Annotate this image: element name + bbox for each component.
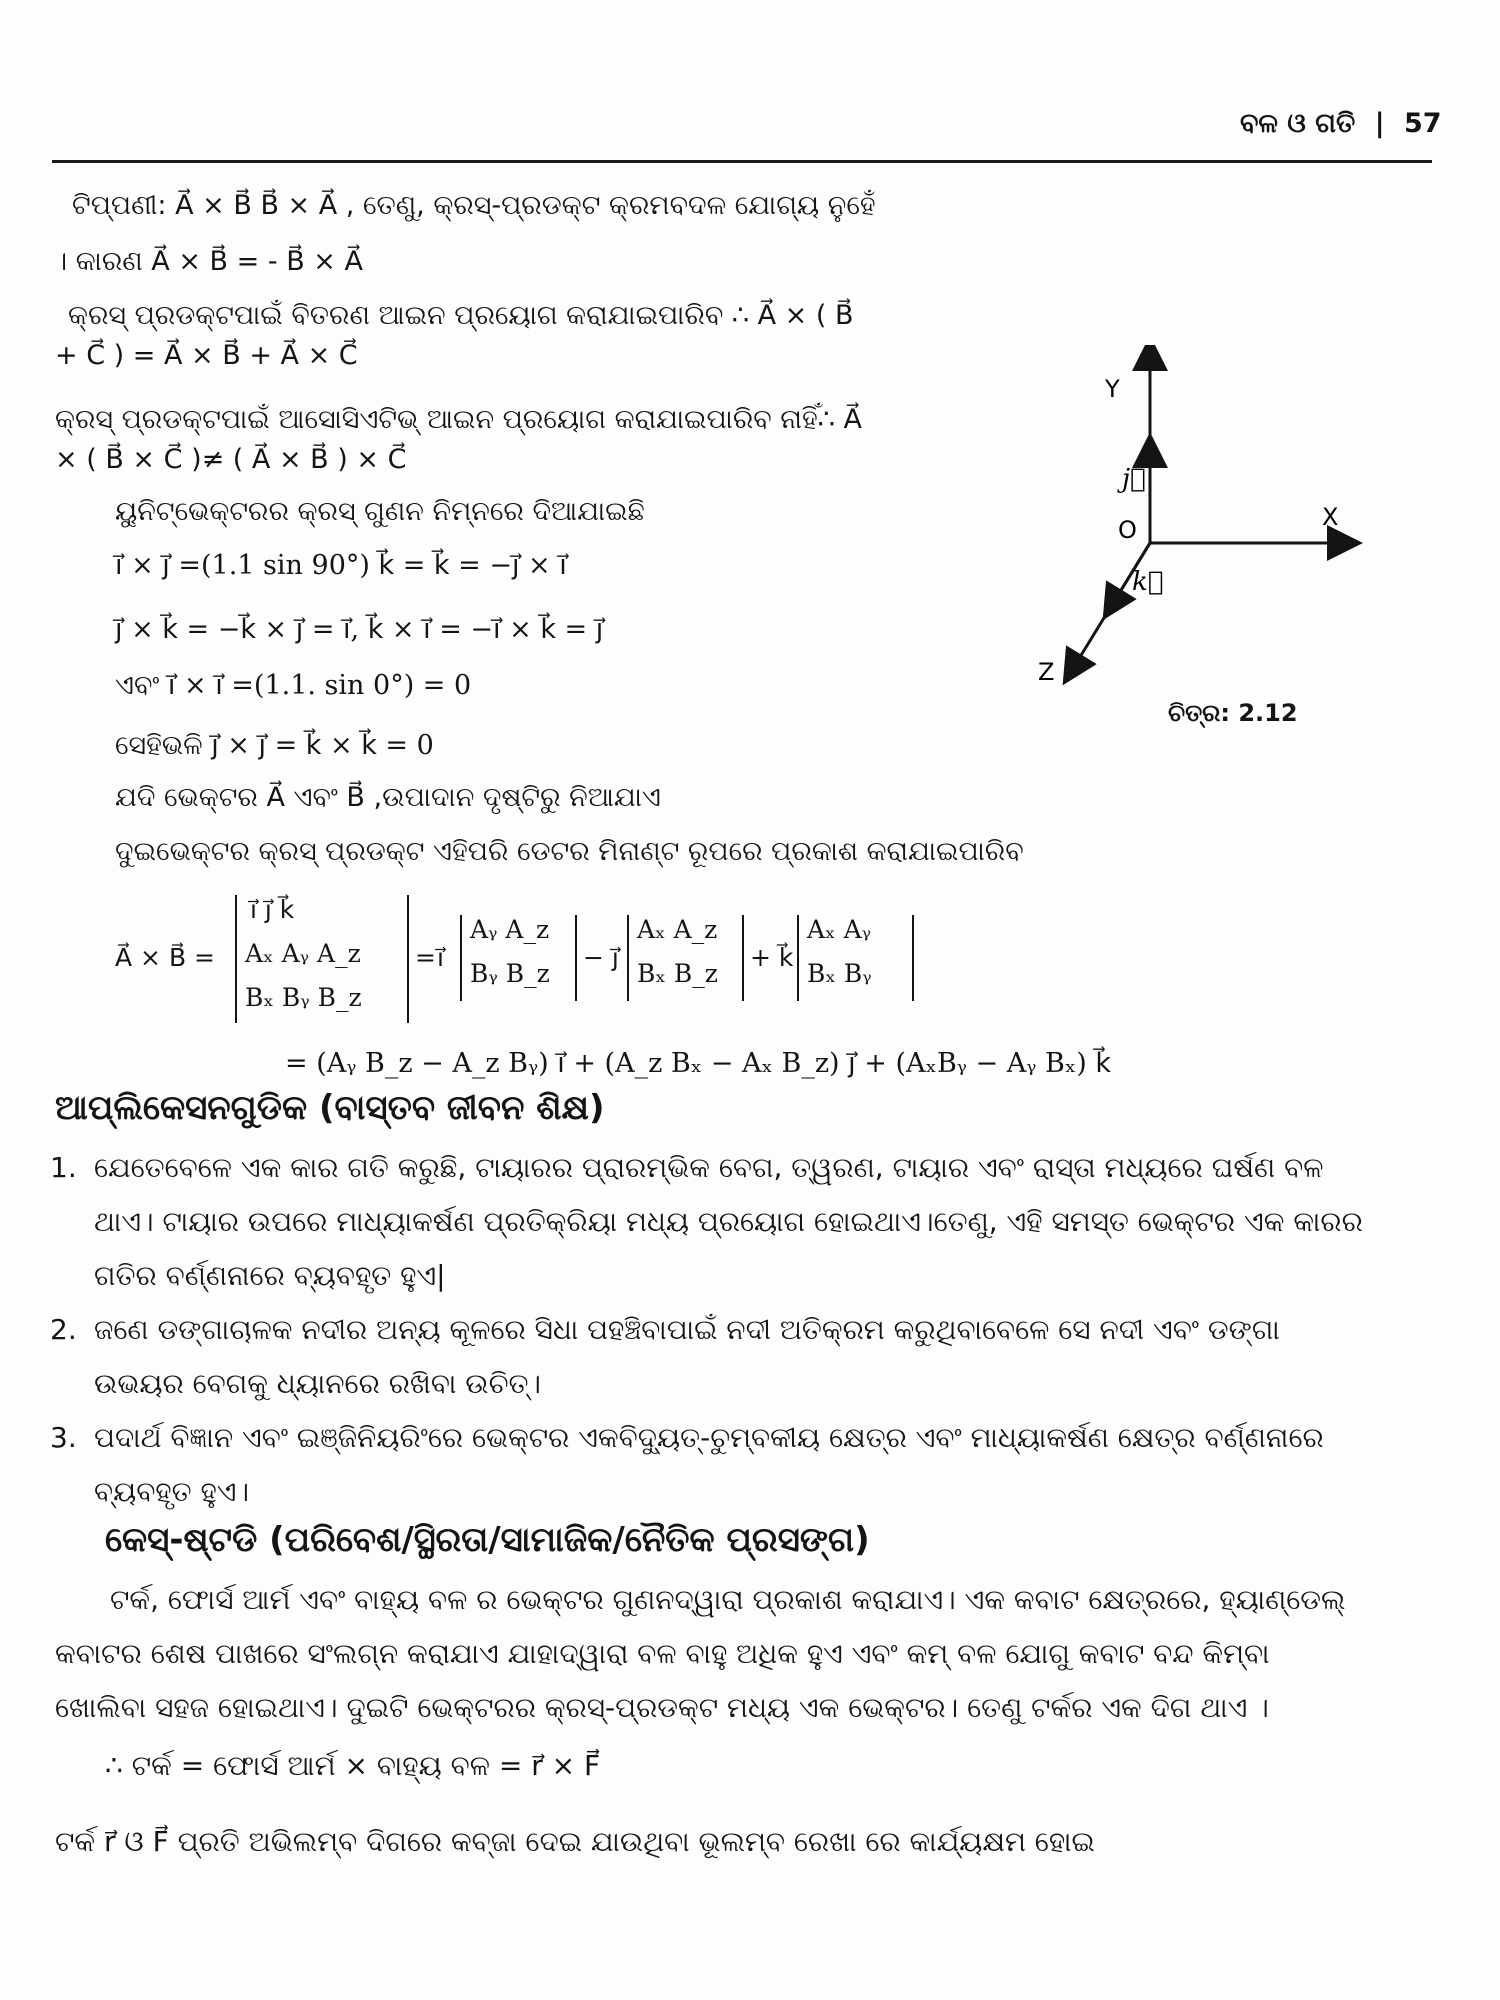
list-text: ଗତିର ବର୍ଣ୍ଣନାରେ ବ୍ୟବହୃତ ହୁଏ|	[94, 1259, 446, 1292]
list-text: ପଦାର୍ଥ ବିଜ୍ଞାନ ଏବଂ ଇଞ୍ଜିନିୟରିଂରେ ଭେକ୍ଟର ଏକବିଦ୍ୟୁତ୍-ଚୁମ୍ବକୀୟ କ୍ଷେତ୍ର ଏବଂ ମାଧ୍ୟାକର୍ଷଣ କ୍ଷେତ୍ର ବର୍ଣ୍ଣନାରେ	[94, 1421, 1324, 1454]
det-eq: =	[415, 943, 436, 972]
det-bar	[235, 895, 237, 1023]
list-item	[50, 1148, 1323, 1188]
origin-label: O	[1118, 516, 1137, 544]
case-study-line: ଟର୍କ r⃗ ଓ F⃗ ପ୍ରତି ଅଭିଲମ୍ବ ଦିଗରେ କବ୍ଜା ଦେଇ ଯାଉଥିବା ଭୂଲମ୍ବ ରେଖା ରେ କାର୍ଯ୍ୟକ୍ଷମ ହୋଇ	[55, 1825, 1095, 1858]
det-term-k: + k⃗	[750, 943, 794, 972]
list-number: 1.	[50, 1151, 77, 1184]
case-study-line: ଟର୍କ, ଫୋର୍ସ ଆର୍ମ ଏବଂ ବାହ୍ୟ ବଳ ର ଭେକ୍ଟର ଗୁଣନଦ୍ୱାରା ପ୍ରକାଶ କରାଯାଏ। ଏକ କବାଟ କ୍ଷେତ୍ରରେ, ହ୍ୟାଣ୍ଡେଲ୍	[110, 1583, 1346, 1616]
det-bar	[627, 915, 629, 1001]
component-line: ଯଦି ଭେକ୍ଟର A⃗ ଏବଂ B⃗ ,ଉପାଦାନ ଦୃଷ୍ଟିରୁ ନିଆଯାଏ	[115, 782, 661, 813]
det-row: Bₓ Bᵧ	[807, 959, 872, 988]
applications-heading: ଆପ୍ଲିକେସନଗୁଡିକ (ବାସ୍ତବ ଜୀବନ ଶିକ୍ଷ)	[55, 1088, 605, 1128]
det-row: Bₓ Bᵧ B_z	[245, 983, 362, 1012]
det-lhs: A⃗ × B⃗ =	[115, 943, 215, 972]
list-text: ଉଭୟର ବେଗକୁ ଧ୍ୟାନରେ ରଖିବା ଉଚିତ୍।	[94, 1367, 542, 1400]
note-line: + C⃗ ) = A⃗ × B⃗ + A⃗ × C⃗	[55, 340, 358, 371]
x-label: X	[1322, 503, 1339, 531]
det-bar	[912, 915, 914, 1001]
det-row: Aₓ Aᵧ	[807, 915, 872, 944]
note-line: କ୍ରସ୍ ପ୍ରଡକ୍ଟପାଇଁ ଆସୋସିଏଟିଭ୍ ଆଇନ ପ୍ରୟୋଗ କରାଯାଇପାରିବ ନାହିଁ∴ A⃗	[55, 404, 862, 435]
note-line: । କାରଣ A⃗ × B⃗ = - B⃗ × A⃗	[55, 246, 363, 277]
figure-caption: ଚିତ୍ର: 2.12	[1168, 699, 1298, 727]
det-bar	[575, 915, 577, 1001]
det-bar	[460, 915, 462, 1001]
chapter-title: ବଳ ଓ ଗତି	[1240, 108, 1356, 139]
det-row: Bₓ B_z	[637, 959, 718, 988]
list-text: ଥାଏ। ଟାୟାର ଉପରେ ମାଧ୍ୟାକର୍ଷଣ ପ୍ରତିକ୍ରିୟା ମଧ୍ୟ ପ୍ରୟୋଗ ହୋଇଥାଏ।ତେଣୁ, ଏହି ସମସ୍ତ ଭେକ୍ଟର ଏକ କାରର	[94, 1205, 1363, 1238]
y-label: Y	[1105, 375, 1120, 403]
list-item	[50, 1310, 1280, 1350]
determinant-intro: ଦୁଇଭେକ୍ଟର କ୍ରସ୍ ପ୍ରଡକ୍ଟ ଏହିପରି ଡେଟର ମିନାଣ୍ଟ ରୂପରେ ପ୍ରକାଶ କରାଯାଇପାରିବ	[115, 836, 1024, 867]
case-study-heading: କେସ୍-ଷ୍ଟଡି (ପରିବେଶ/ସ୍ଥିରତା/ସାମାଜିକ/ନୈତିକ ପ୍ରସଙ୍ଗ)	[105, 1520, 870, 1560]
header-rule	[52, 160, 1432, 163]
unit-vector-eq: j⃗ × k⃗ = −k⃗ × j⃗ = i⃗, k⃗ × i⃗ = −i⃗ × k⃗ = j⃗	[115, 614, 604, 645]
list-number: 3.	[50, 1421, 77, 1454]
axes-figure	[1000, 345, 1380, 745]
z-label: Z	[1038, 658, 1055, 686]
list-item	[50, 1418, 1324, 1458]
page-number: 57	[1404, 108, 1442, 139]
header-separator: |	[1374, 108, 1385, 139]
det-row: Aₓ A_z	[637, 915, 718, 944]
j-label: j⃗	[1122, 464, 1146, 494]
det-term-j: − j⃗	[583, 943, 619, 972]
det-row: Aᵧ A_z	[470, 915, 550, 944]
unit-vector-intro: ୟୁନିଟ୍‌ଭେକ୍ଟରର କ୍ରସ୍ ଗୁଣନ ନିମ୍ନରେ ଦିଆଯାଇଛି	[115, 496, 645, 527]
unit-vector-eq: i⃗ × j⃗ =(1.1 sin 90°) k⃗ = k⃗ = −j⃗ × i⃗	[115, 550, 567, 581]
det-row: Aₓ Aᵧ A_z	[245, 939, 361, 968]
det-row: Bᵧ B_z	[470, 959, 550, 988]
case-study-line: କବାଟର ଶେଷ ପାଖରେ ସଂଲଗ୍ନ କରାଯାଏ ଯାହାଦ୍ୱାରା ବଳ ବାହୁ ଅଧିକ ହୁଏ ଏବଂ କମ୍ ବଳ ଯୋଗୁ କବାଟ ବନ୍ଦ କିମ୍ବା	[55, 1637, 1270, 1670]
torque-formula: ∴ ଟର୍କ = ଫୋର୍ସ ଆର୍ମ × ବାହ୍ୟ ବଳ = r⃗ × F⃗	[105, 1749, 601, 1782]
list-number: 2.	[50, 1313, 77, 1346]
determinant-expression	[115, 895, 935, 1030]
det-bar	[742, 915, 744, 1001]
det-bar	[797, 915, 799, 1001]
det-term-i: i⃗	[437, 943, 444, 972]
k-label: k⃗	[1132, 567, 1164, 597]
note-line: କ୍ରସ୍ ପ୍ରଡକ୍ଟପାଇଁ ବିତରଣ ଆଇନ ପ୍ରୟୋଗ କରାଯାଇପାରିବ ∴ A⃗ × ( B⃗	[68, 300, 854, 331]
axes-diagram	[1000, 345, 1380, 745]
unit-vector-eq: ଏବଂ i⃗ × i⃗ =(1.1. sin 0°) = 0	[115, 670, 472, 701]
note-line: ଟିପ୍ପଣୀ: A⃗ × B⃗ B⃗ × A⃗ , ତେଣୁ, କ୍ରସ୍-ପ୍ରଡକ୍ଟ କ୍ରମବଦଳ ଯୋଗ୍ୟ ନୁହେଁ	[72, 190, 876, 221]
list-text: ଯେତେବେଳେ ଏକ କାର ଗତି କରୁଛି, ଟାୟାରର ପ୍ରାରମ୍ଭିକ ବେଗ, ତ୍ୱରଣ, ଟାୟାର ଏବଂ ରାସ୍ତା ମଧ୍ୟରେ ଘର୍ଷଣ ବଳ	[94, 1151, 1324, 1184]
unit-vector-eq: ସେହିଭଳି j⃗ × j⃗ = k⃗ × k⃗ = 0	[115, 730, 434, 761]
det-row: i⃗ j⃗ k⃗	[250, 895, 295, 924]
running-header	[1240, 108, 1442, 140]
det-bar	[407, 895, 409, 1023]
determinant-result: = (Aᵧ B_z − A_z Bᵧ) i⃗ + (A_z Bₓ − Aₓ B_z) j⃗ + (AₓBᵧ − Aᵧ Bₓ) k⃗	[285, 1048, 1112, 1079]
note-line: × ( B⃗ × C⃗ )≠ ( A⃗ × B⃗ ) × C⃗	[55, 444, 407, 475]
list-text: ବ୍ୟବହୃତ ହୁଏ।	[94, 1475, 250, 1508]
list-text: ଜଣେ ଡଙ୍ଗାଚାଳକ ନଦୀର ଅନ୍ୟ କୂଳରେ ସିଧା ପହଞ୍ଚିବାପାଇଁ ନଦୀ ଅତିକ୍ରମ କରୁଥିବାବେଳେ ସେ ନଦୀ ଏବଂ ଡଙ୍ଗା	[94, 1313, 1280, 1346]
case-study-line: ଖୋଲିବା ସହଜ ହୋଇଥାଏ। ଦୁଇଟି ଭେକ୍ଟରର କ୍ରସ୍-ପ୍ରଡକ୍ଟ ମଧ୍ୟ ଏକ ଭେକ୍ଟର। ତେଣୁ ଟର୍କର ଏକ ଦିଗ ଥାଏ ।	[55, 1691, 1269, 1724]
